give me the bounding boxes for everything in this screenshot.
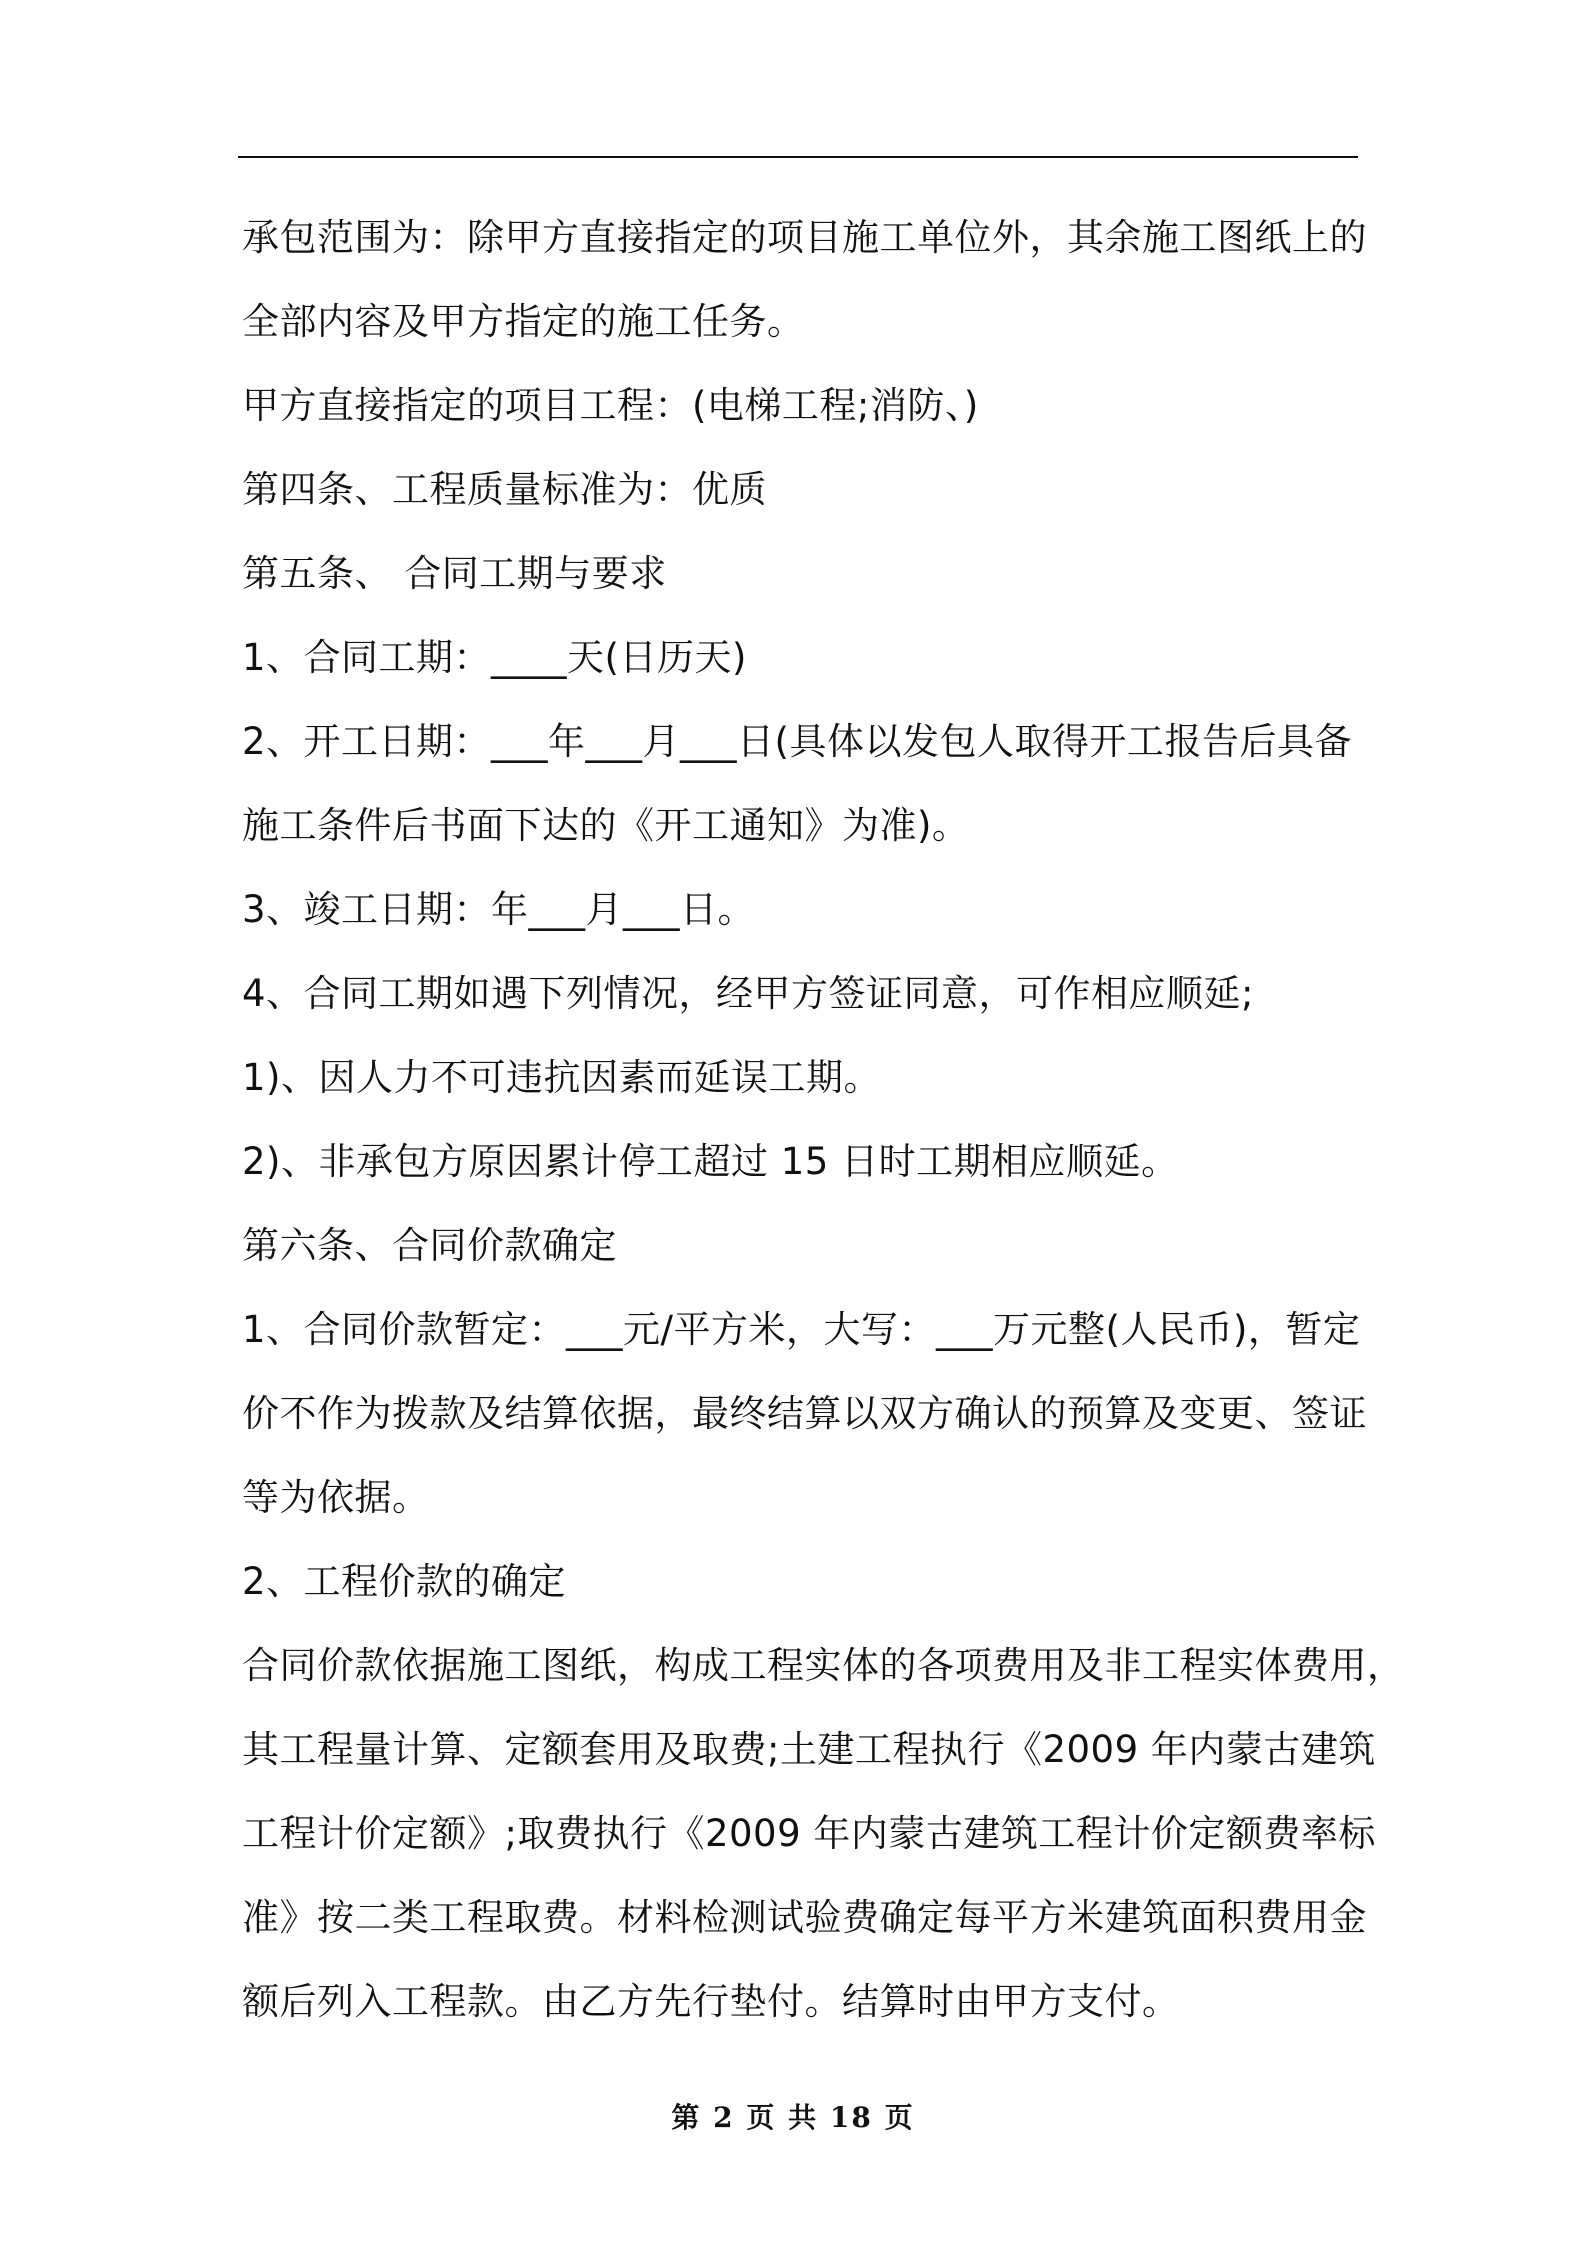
clause-heading: 第五条、 合同工期与要求 xyxy=(242,552,667,595)
text-line: 其工程量计算、定额套用及取费;土建工程执行《2009 年内蒙古建筑 xyxy=(242,1728,1376,1771)
text-line: 2、开工日期：___年___月___日(具体以发包人取得开工报告后具备 xyxy=(242,720,1352,763)
text-line: 2、工程价款的确定 xyxy=(242,1560,567,1603)
header-rule xyxy=(238,156,1358,158)
clause-heading: 第四条、工程质量标准为：优质 xyxy=(242,468,767,511)
text-line: 价不作为拨款及结算依据，最终结算以双方确认的预算及变更、签证 xyxy=(242,1392,1367,1435)
text-line: 合同价款依据施工图纸，构成工程实体的各项费用及非工程实体费用， xyxy=(242,1644,1405,1687)
text-line: 1、合同工期：____天(日历天) xyxy=(242,636,747,679)
text-line: 等为依据。 xyxy=(242,1476,430,1519)
text-line: 准》按二类工程取费。材料检测试验费确定每平方米建筑面积费用金 xyxy=(242,1896,1367,1939)
text-line: 工程计价定额》;取费执行《2009 年内蒙古建筑工程计价定额费率标 xyxy=(242,1812,1376,1855)
text-line: 2)、非承包方原因累计停工超过 15 日时工期相应顺延。 xyxy=(242,1140,1179,1183)
text-line: 1、合同价款暂定：___元/平方米，大写：___万元整(人民币)，暂定 xyxy=(242,1308,1361,1351)
text-line: 甲方直接指定的项目工程：(电梯工程;消防、) xyxy=(242,384,979,427)
page-number: 第 2 页 共 18 页 xyxy=(671,2101,915,2134)
text-line: 4、合同工期如遇下列情况，经甲方签证同意，可作相应顺延; xyxy=(242,972,1255,1015)
text-line: 全部内容及甲方指定的施工任务。 xyxy=(242,300,805,343)
text-line: 承包范围为：除甲方直接指定的项目施工单位外，其余施工图纸上的 xyxy=(242,216,1367,259)
contract-body xyxy=(242,196,1405,2044)
text-line: 额后列入工程款。由乙方先行垫付。结算时由甲方支付。 xyxy=(242,1980,1180,2023)
text-line: 3、竣工日期：年___月___日。 xyxy=(242,888,756,931)
text-line: 1)、因人力不可违抗因素而延误工期。 xyxy=(242,1056,881,1099)
clause-heading: 第六条、合同价款确定 xyxy=(242,1224,617,1267)
text-line: 施工条件后书面下达的《开工通知》为准)。 xyxy=(242,804,970,847)
